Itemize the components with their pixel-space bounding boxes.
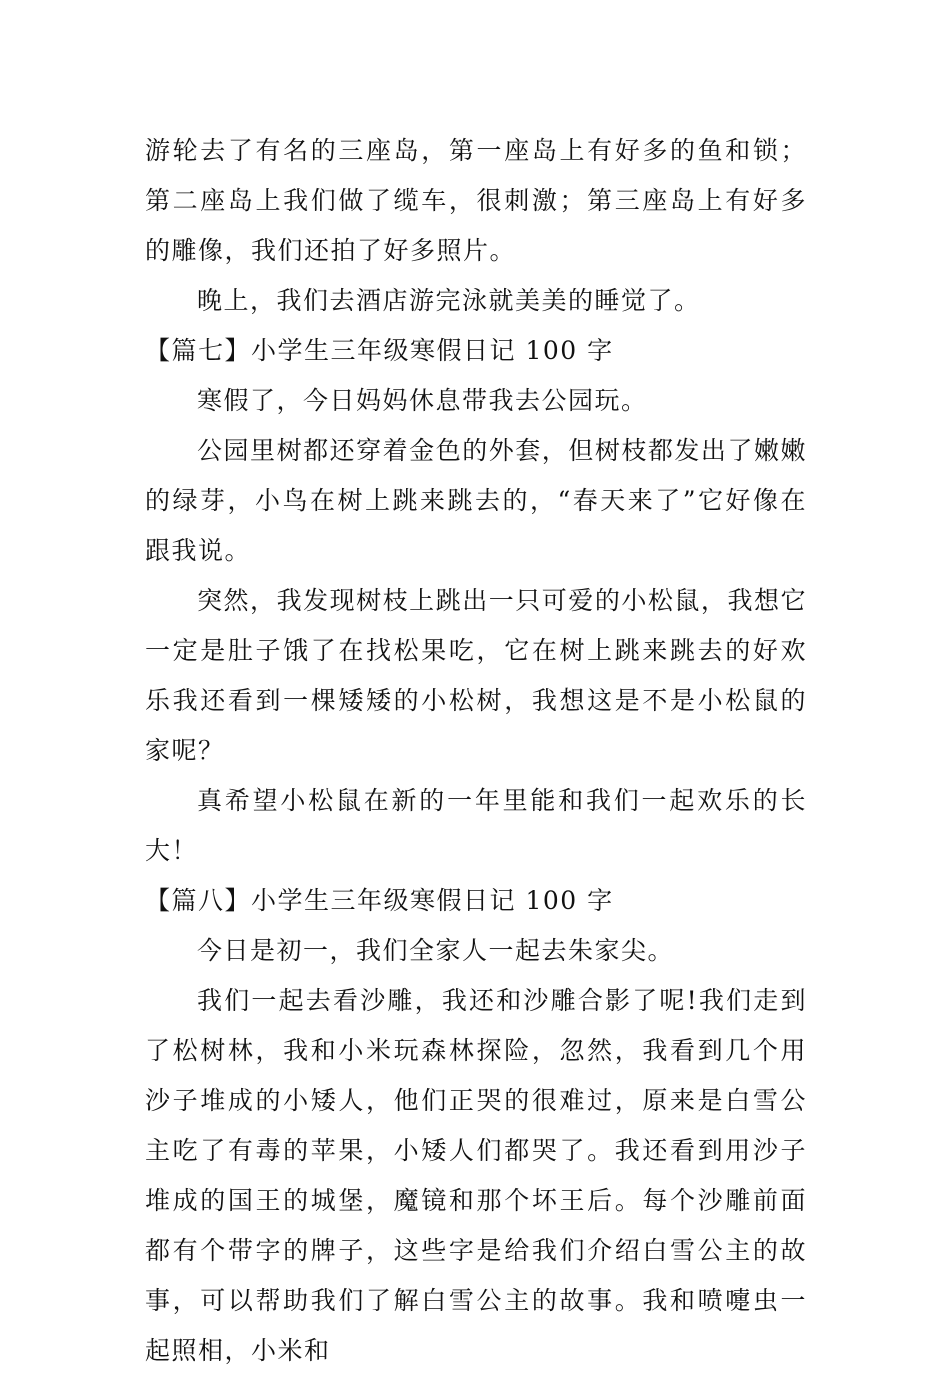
paragraph: 游轮去了有名的三座岛，第一座岛上有好多的鱼和锁；第二座岛上我们做了缆车，很刺激；第三座岛上有好多的雕像，我们还拍了好多照片。 — [145, 136, 807, 265]
paragraph: 今日是初一，我们全家人一起去朱家尖。 — [197, 936, 675, 965]
section-heading: 【篇七】小学生三年级寒假日记 100 字 — [145, 336, 614, 365]
paragraph: 突然，我发现树枝上跳出一只可爱的小松鼠，我想它一定是肚子饿了在找松果吃，它在树上跳来跳去的好欢乐我还看到一棵矮矮的小松树，我想这是不是小松鼠的家呢？ — [145, 586, 807, 765]
paragraph: 晚上，我们去酒店游完泳就美美的睡觉了。 — [197, 286, 701, 315]
paragraph: 真希望小松鼠在新的一年里能和我们一起欢乐的长大！ — [145, 786, 807, 865]
document-body — [145, 126, 807, 1376]
paragraph: 公园里树都还穿着金色的外套，但树枝都发出了嫩嫩的绿芽，小鸟在树上跳来跳去的，“春天来了”它好像在跟我说。 — [145, 436, 807, 565]
paragraph: 我们一起去看沙雕，我还和沙雕合影了呢!我们走到了松树林，我和小米玩森林探险，忽然，我看到几个用沙子堆成的小矮人，他们正哭的很难过，原来是白雪公主吃了有毒的苹果，小矮人们都哭了。我还看到用沙子堆成的国王的城堡，魔镜和那个坏王后。每个沙雕前面都有个带字的牌子，这些字是给我们介绍白雪公主的故事，可以帮助我们了解白雪公主的故事。我和喷嚏虫一起照相，小米和 — [145, 986, 807, 1365]
paragraph: 寒假了，今日妈妈休息带我去公园玩。 — [197, 386, 648, 415]
section-heading: 【篇八】小学生三年级寒假日记 100 字 — [145, 886, 614, 915]
